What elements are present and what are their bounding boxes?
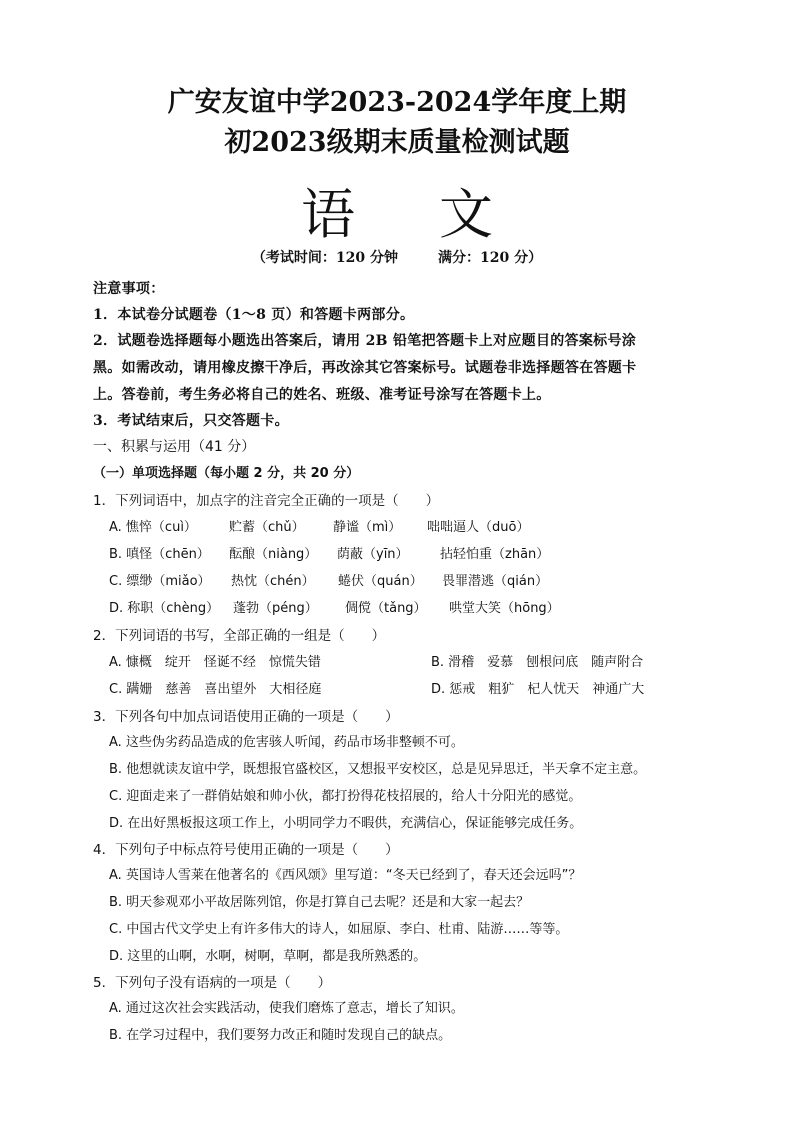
question-4-stem: 4．下列句子中标点符号使用正确的一项是（ ） bbox=[93, 842, 399, 858]
question-5-stem: 5．下列句子没有语病的一项是（ ） bbox=[93, 975, 332, 991]
notice-item-2-line-2: 黑。如需改动，请用橡皮擦干净后，再改涂其它答案标号。试题卷非选择题答在答题卡 bbox=[93, 360, 637, 376]
q1-option-d-1: D. 称职（chèng） bbox=[109, 601, 220, 616]
q3-option-b: B. 他想就读友谊中学，既想报官盛校区，又想报平安校区，总是见异思迁，半天拿不定主意。 bbox=[109, 762, 647, 777]
question-3-stem: 3．下列各句中加点词语使用正确的一项是（ ） bbox=[93, 709, 399, 725]
q4-option-d: D. 这里的山啊，水啊，树啊，草啊，都是我所熟悉的。 bbox=[109, 949, 427, 964]
question-1-stem: 1．下列词语中，加点字的注音完全正确的一项是（ ） bbox=[93, 493, 440, 509]
exam-title-school: 广安友谊中学2023-2024学年度上期 bbox=[167, 87, 627, 118]
q2-option-c: C. 蹒姗 慈善 喜出望外 大相径庭 bbox=[109, 682, 322, 697]
notice-item-2-line-1: 2．试题卷选择题每小题选出答案后，请用 2B 铅笔把答题卡上对应题目的答案标号涂 bbox=[93, 333, 637, 349]
exam-time: （考试时间：120 分钟 bbox=[251, 250, 398, 266]
notice-item-1: 1．本试卷分试题卷（1～8 页）和答题卡两部分。 bbox=[93, 307, 415, 323]
q2-option-d: D. 惩戒 粗犷 杞人忧天 神通广大 bbox=[431, 682, 645, 697]
q4-option-c: C. 中国古代文学史上有许多伟大的诗人，如屈原、李白、杜甫、陆游……等等。 bbox=[109, 922, 569, 937]
full-score: 满分：120 分） bbox=[438, 250, 543, 266]
q1-option-c-2: 热忱（chén） bbox=[231, 574, 315, 589]
exam-title-grade: 初2023级期末质量检测试题 bbox=[224, 127, 570, 158]
section-heading: 一、积累与运用（41 分） bbox=[93, 439, 256, 455]
subject-char-1: 语 bbox=[301, 183, 355, 246]
subject-title bbox=[0, 172, 794, 249]
q1-option-a-2: 贮蓄（chǔ） bbox=[229, 520, 305, 535]
q1-option-b-3: 荫蔽（yīn） bbox=[337, 547, 409, 562]
notice-item-2-line-3: 上。答卷前，考生务必将自己的姓名、班级、准考证号涂写在答题卡上。 bbox=[93, 387, 551, 403]
q5-option-a: A. 通过这次社会实践活动，使我们磨炼了意志，增长了知识。 bbox=[109, 1001, 464, 1016]
q1-option-b-1: B. 嗔怪（chēn） bbox=[109, 547, 210, 562]
q1-option-b-2: 酝酿（niàng） bbox=[229, 547, 318, 562]
q3-option-c: C. 迎面走来了一群俏姑娘和帅小伙，都打扮得花枝招展的，给人十分阳光的感觉。 bbox=[109, 789, 582, 804]
notice-item-3: 3．考试结束后，只交答题卡。 bbox=[93, 413, 289, 429]
q3-option-a: A. 这些伪劣药品造成的危害骇人听闻，药品市场非整顿不可。 bbox=[109, 735, 464, 750]
q1-option-d-3: 倜傥（tǎng） bbox=[345, 601, 427, 616]
q5-option-b: B. 在学习过程中，我们要努力改正和随时发现自己的缺点。 bbox=[109, 1028, 452, 1043]
q1-option-a-4: 咄咄逼人（duō） bbox=[427, 520, 530, 535]
question-2-stem: 2．下列词语的书写，全部正确的一组是（ ） bbox=[93, 628, 386, 644]
section-sub-heading: （一）单项选择题（每小题 2 分，共 20 分） bbox=[93, 466, 360, 481]
q4-option-a: A. 英国诗人雪莱在他著名的《西风颂》里写道：“冬天已经到了，春天还会远吗”？ bbox=[109, 868, 582, 883]
subject-char-2: 文 bbox=[439, 183, 493, 246]
q1-option-d-2: 蓬勃（péng） bbox=[233, 601, 318, 616]
q1-option-d-4: 哄堂大笑（hōng） bbox=[449, 601, 560, 616]
q1-option-c-1: C. 缥缈（miǎo） bbox=[109, 574, 211, 589]
q1-option-b-4: 拈轻怕重（zhān） bbox=[440, 547, 550, 562]
q2-option-a: A. 慷概 绽开 怪诞不经 惊慌失错 bbox=[109, 655, 321, 670]
notice-heading: 注意事项： bbox=[93, 281, 165, 297]
exam-info bbox=[0, 247, 794, 267]
q1-option-a-1: A. 憔悴（cuì） bbox=[109, 520, 197, 535]
q3-option-d: D. 在出好黑板报这项工作上，小明同学力不暇供，充满信心，保证能够完成任务。 bbox=[109, 816, 583, 831]
q2-option-b: B. 滑稽 爱慕 刨根问底 随声附合 bbox=[431, 655, 644, 670]
q1-option-c-3: 蜷伏（quán） bbox=[338, 574, 423, 589]
q1-option-a-3: 静谧（mì） bbox=[333, 520, 402, 535]
q4-option-b: B. 明天参观邓小平故居陈列馆，你是打算自己去呢？还是和大家一起去？ bbox=[109, 895, 530, 910]
q1-option-c-4: 畏罪潜逃（qián） bbox=[442, 574, 549, 589]
